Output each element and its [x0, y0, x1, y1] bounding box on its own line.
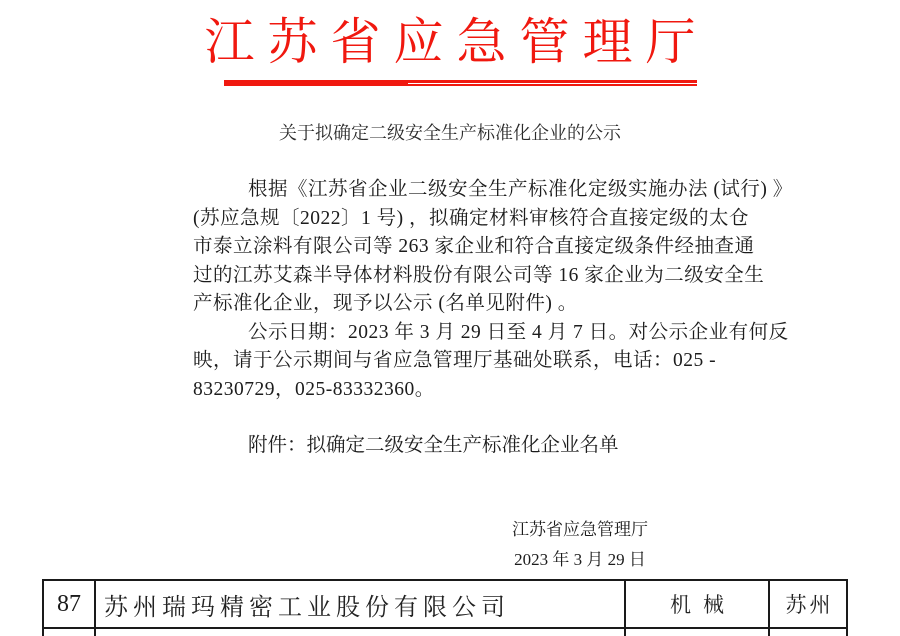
rule-left-segment: [224, 80, 408, 86]
body-line: 映，请于公示期间与省应急管理厅基础处联系，电话：025 -: [193, 350, 717, 371]
signature-date: 2023 年 3 月 29 日: [514, 549, 646, 569]
table-row: [44, 581, 846, 627]
body-line: 过的江苏艾森半导体材料股份有限公司等 16 家企业为二级安全生: [193, 264, 765, 286]
companies-table: [42, 579, 848, 636]
masthead-red-rule: [224, 80, 697, 86]
rule-right-segment: [408, 80, 697, 86]
signature-agency: 江苏省应急管理厅: [512, 520, 648, 539]
industry-cell: 机械: [626, 581, 770, 627]
body-line: 83230729，025-83332360。: [193, 378, 435, 400]
row-number-cell: 87: [44, 581, 96, 627]
next-row-sliver: [44, 629, 846, 636]
body-line: 市泰立涂料有限公司等 263 家企业和符合直接定级条件经抽查通: [193, 236, 755, 257]
notice-title: 关于拟确定二级安全生产标准化企业的公示: [279, 123, 621, 143]
city-cell: 苏州: [785, 593, 834, 617]
body-line: 公示日期：2023 年 3 月 29 日至 4 月 7 日。对公示企业有何反: [248, 321, 789, 343]
attachment-note: 附件：拟确定二级安全生产标准化企业名单: [248, 435, 619, 456]
company-name-cell: 苏州瑞玛精密工业股份有限公司: [96, 581, 626, 627]
signature-block: [460, 515, 700, 574]
notice-body: [193, 176, 793, 404]
body-line: 产标准化企业，现予以公示 (名单见附件) 。: [193, 293, 578, 314]
body-line: 根据《江苏省企业二级安全生产标准化定级实施办法 (试行) 》: [248, 179, 793, 200]
agency-masthead-title: 江苏省应急管理厅: [204, 14, 709, 70]
body-line: (苏应急规〔2022〕1 号) ，拟确定材料审核符合直接定级的太仓: [193, 207, 749, 229]
